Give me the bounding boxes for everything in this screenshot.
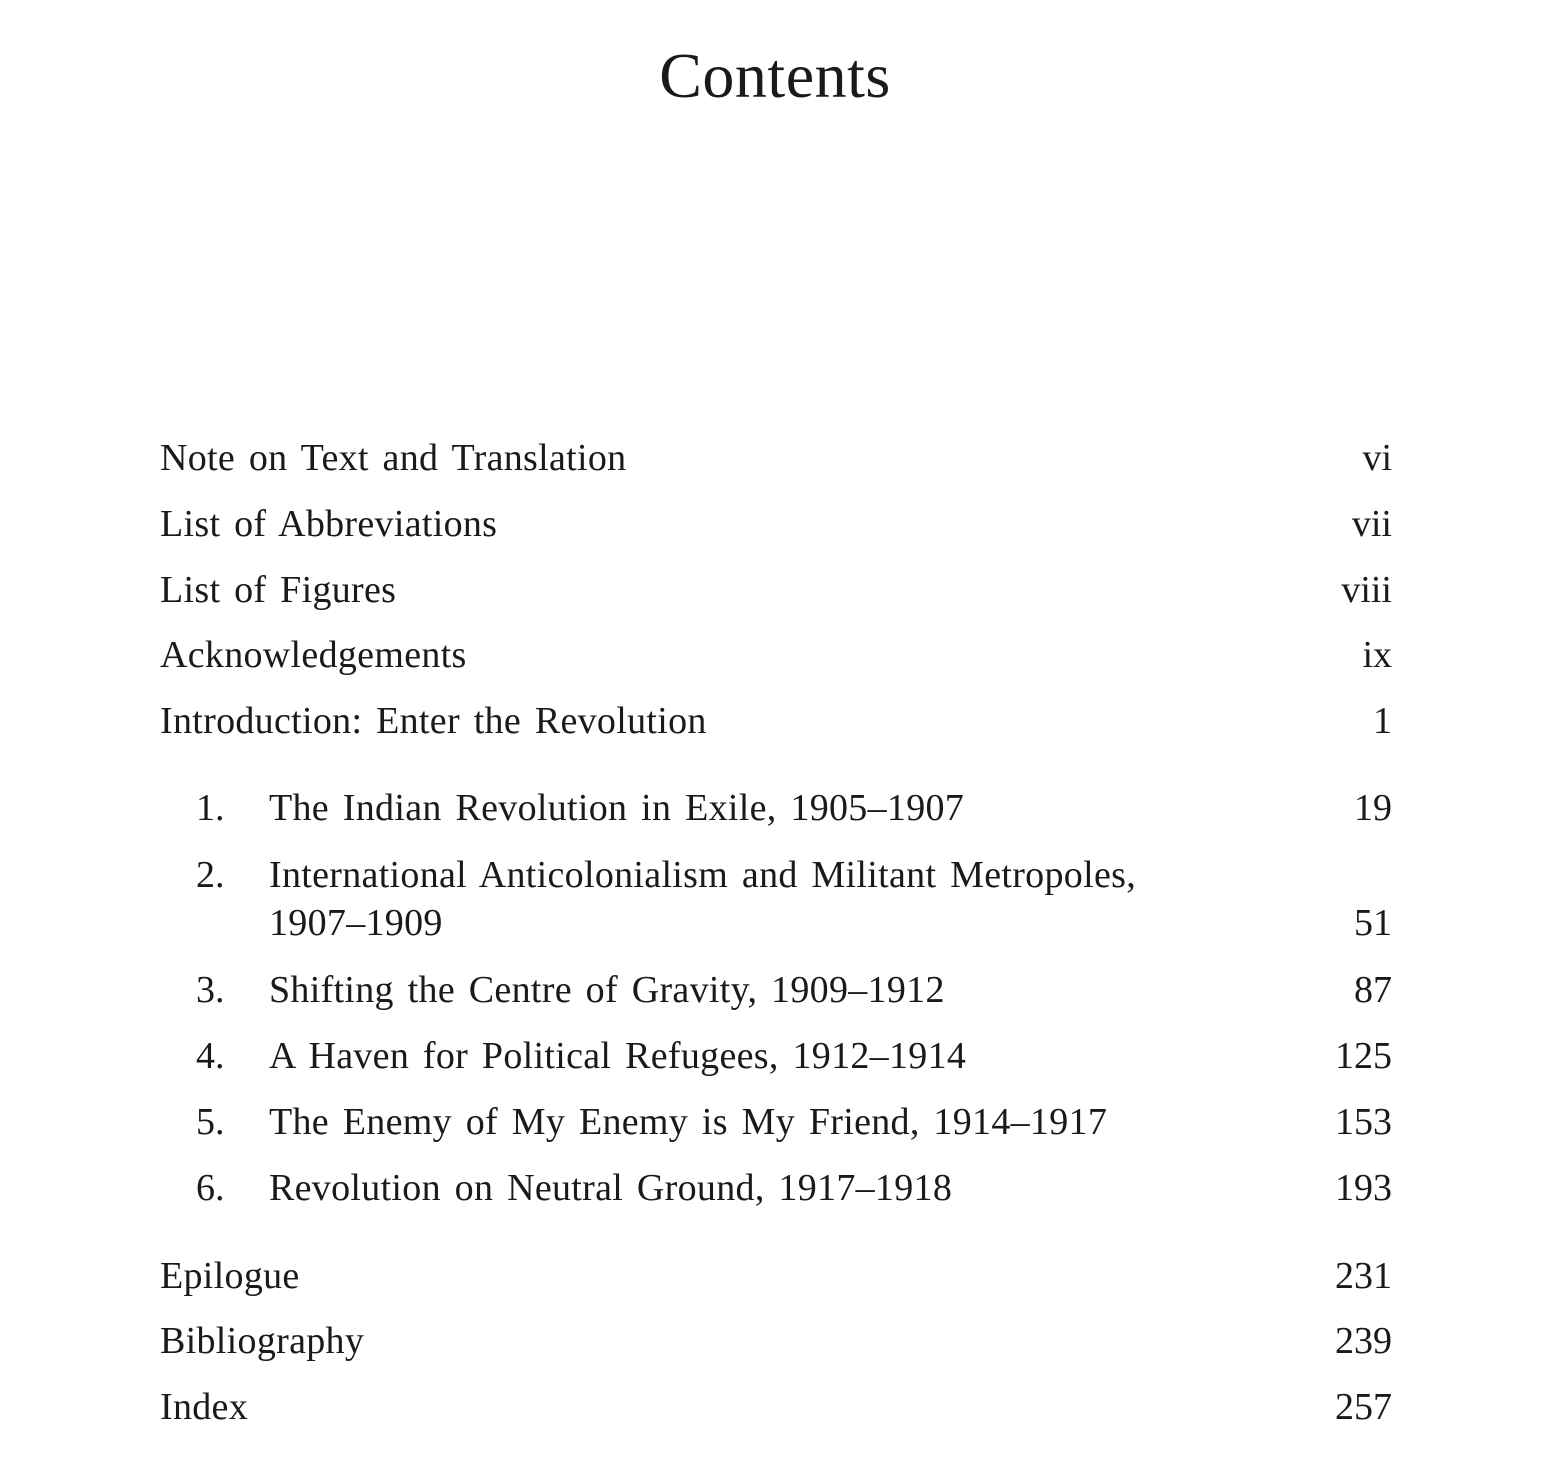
chapter-title: Revolution on Neutral Ground, 1917–1918 bbox=[269, 1167, 953, 1209]
toc-entry-page: 1 bbox=[1373, 700, 1392, 742]
chapter-number: 2. bbox=[196, 854, 225, 896]
toc-entry-title: Acknowledgements bbox=[160, 634, 467, 676]
chapter-page: 125 bbox=[1335, 1035, 1392, 1077]
chapter-title: The Indian Revolution in Exile, 1905–1907 bbox=[269, 787, 965, 829]
toc-entry-title: Epilogue bbox=[160, 1255, 300, 1297]
chapter-title: International Anticolonialism and Militant Metropoles, 1907–1909 bbox=[269, 854, 1136, 944]
toc-entry-title: Note on Text and Translation bbox=[160, 437, 627, 479]
toc-entry-title: Index bbox=[160, 1386, 249, 1428]
toc-entry-page: vii bbox=[1351, 503, 1392, 545]
toc-entry-page: ix bbox=[1362, 634, 1392, 676]
toc-entry-title: List of Abbreviations bbox=[160, 503, 498, 545]
page-title: Contents bbox=[659, 40, 891, 111]
toc-entry-page: vi bbox=[1362, 437, 1392, 479]
chapter-number: 5. bbox=[196, 1101, 225, 1143]
chapter-number: 6. bbox=[196, 1167, 225, 1209]
chapter-number: 3. bbox=[196, 969, 225, 1011]
toc-entry-title: Bibliography bbox=[160, 1320, 365, 1362]
toc-entry-page: 239 bbox=[1335, 1320, 1392, 1362]
chapter-page: 19 bbox=[1354, 787, 1392, 829]
chapter-number: 1. bbox=[196, 787, 225, 829]
toc-entry-title: List of Figures bbox=[160, 569, 397, 611]
chapter-page: 193 bbox=[1335, 1167, 1392, 1209]
chapter-title: The Enemy of My Enemy is My Friend, 1914–1917 bbox=[269, 1101, 1108, 1143]
toc-entry-page: 257 bbox=[1335, 1386, 1392, 1428]
chapter-page: 51 bbox=[1354, 902, 1392, 944]
chapter-title: A Haven for Political Refugees, 1912–1914 bbox=[269, 1035, 967, 1077]
chapter-page: 87 bbox=[1354, 969, 1392, 1011]
toc-entry-page: viii bbox=[1341, 569, 1392, 611]
toc-entry-title: Introduction: Enter the Revolution bbox=[160, 700, 707, 742]
chapter-page: 153 bbox=[1335, 1101, 1392, 1143]
chapter-number: 4. bbox=[196, 1035, 225, 1077]
chapter-title: Shifting the Centre of Gravity, 1909–1912 bbox=[269, 969, 945, 1011]
toc-entry-page: 231 bbox=[1335, 1255, 1392, 1297]
